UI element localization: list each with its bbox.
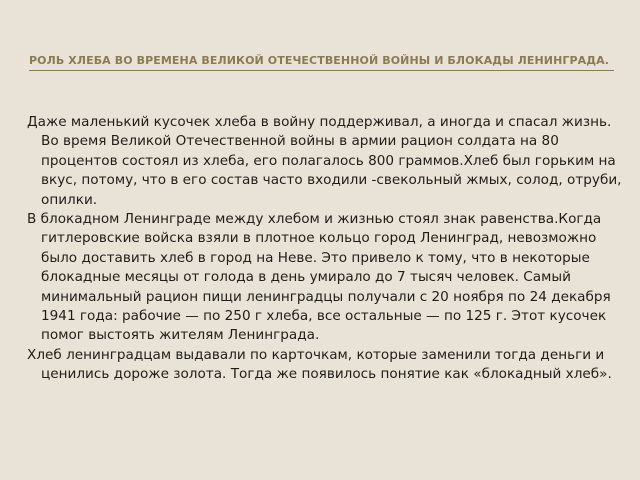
slide-body bbox=[27, 113, 630, 385]
paragraph-bread-in-war: Даже маленький кусочек хлеба в войну поддерживал, а иногда и спасал жизнь. Во время Великой Отечественной войны в армии рацион солдата на 80 процентов состоял из хлеба, его полагалось 800 граммов.Хлеб был горьким на вкус, потому, что в его состав часто входили -свекольный жмых, солод, отруби, опилки. bbox=[27, 114, 622, 208]
paragraph-ration-cards: Хлеб ленинградцам выдавали по карточкам, которые заменили тогда деньги и ценились дороже золота. Тогда же появилось понятие как «блокадный хлеб». bbox=[27, 346, 612, 383]
paragraph-leningrad-siege: В блокадном Ленинграде между хлебом и жизнью стоял знак равенства.Когда гитлеровские войска взяли в плотное кольцо город Ленинград, невозможно было доставить хлеб в город на Неве. Это привело к тому, что в некоторые блокадные месяцы от голода в день умирало до 7 тысяч человек. Самый минимальный рацион пищи ленинградцы получали с 20 ноября по 24 декабря 1941 года: рабочие — по 250 г хлеба, все остальные — по 125 г. Этот кусочек помог выстоять жителям Ленинграда. bbox=[27, 211, 611, 344]
title-underline bbox=[29, 70, 614, 71]
slide-title: РОЛЬ ХЛЕБА ВО ВРЕМЕНА ВЕЛИКОЙ ОТЕЧЕСТВЕННОЙ ВОЙНЫ И БЛОКАДЫ ЛЕНИНГРАДА. bbox=[29, 54, 610, 67]
